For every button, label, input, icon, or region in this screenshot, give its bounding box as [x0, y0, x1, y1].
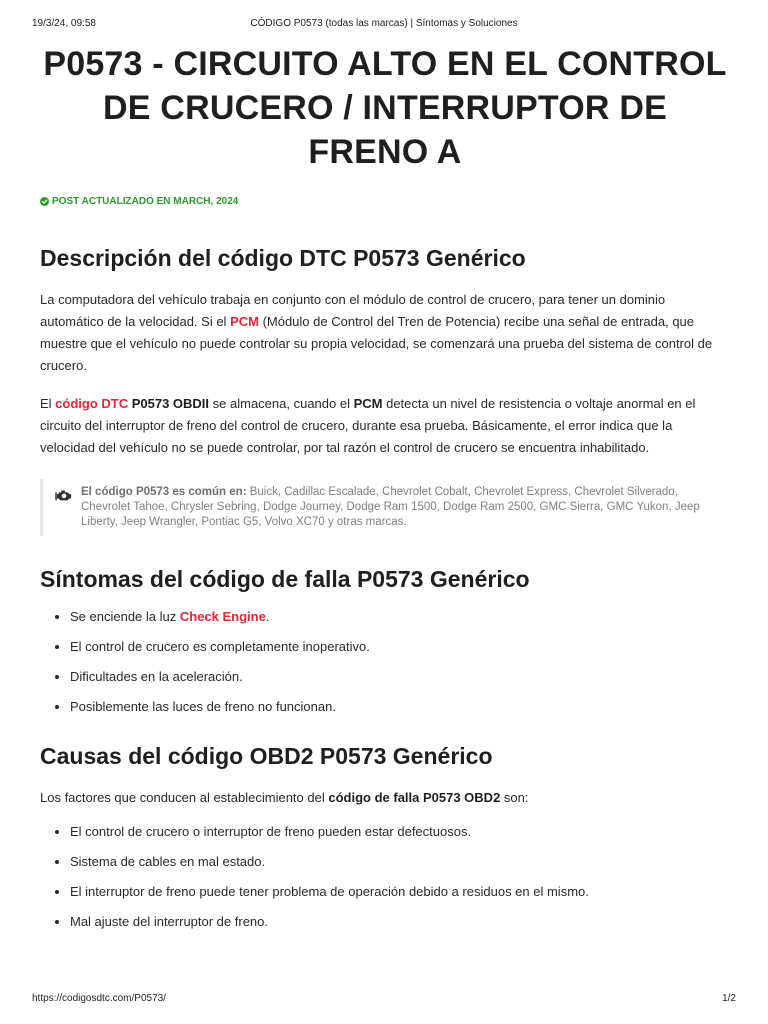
symptom-1-text: Se enciende la luz	[70, 609, 180, 624]
print-datetime: 19/3/24, 09:58	[32, 18, 96, 29]
pcm-link[interactable]: PCM	[230, 314, 259, 329]
causes-section	[40, 741, 730, 930]
list-item: • Mal ajuste del interruptor de freno.	[70, 913, 730, 930]
list-item: • Sistema de cables en mal estado.	[70, 853, 730, 870]
common-vehicles-label: El código P0573 es común en:	[81, 486, 247, 498]
symptoms-list	[40, 608, 730, 715]
list-item: • Posiblemente las luces de freno no funcionan.	[70, 698, 730, 715]
description-section	[40, 243, 730, 536]
print-page-number: 1/2	[722, 993, 736, 1004]
causes-heading: Causas del código OBD2 P0573 Genérico	[40, 743, 493, 769]
description-paragraph-1	[40, 289, 730, 377]
description-p2-text-b: se almacena, cuando el	[209, 396, 354, 411]
symptoms-section	[40, 564, 730, 715]
updated-badge	[40, 196, 730, 207]
symptom-1-suffix: .	[265, 609, 270, 624]
causes-intro-bold: código de falla P0573 OBD2	[328, 790, 501, 805]
description-p2-text-a: El	[40, 396, 56, 411]
causes-intro	[40, 787, 730, 809]
description-p1-text-b: (Módulo de Control del Tren de Potencia) recibe una señal de entrada, que muestre que el vehículo no puede controlar su propia velocidad, se comenzará una prueba del sistema de control de crucero.	[40, 314, 713, 373]
list-item: • El control de crucero es completamente inoperativo.	[70, 638, 730, 655]
common-vehicles-text	[81, 485, 720, 530]
list-item	[70, 608, 730, 625]
list-item: • El control de crucero o interruptor de freno pueden estar defectuosos.	[70, 823, 730, 840]
print-url: https://codigosdtc.com/P0573/	[32, 993, 166, 1004]
print-header	[32, 18, 736, 32]
engine-icon	[55, 487, 73, 503]
dtc-code-link[interactable]: código DTC	[55, 396, 129, 411]
print-footer	[32, 993, 736, 1007]
pcm-bold: PCM	[353, 396, 383, 411]
obdii-bold: P0573 OBDII	[128, 396, 210, 411]
description-paragraph-2	[40, 393, 730, 459]
check-circle-icon	[40, 197, 49, 206]
causes-intro-text-a: Los factores que conducen al establecimiento del	[40, 790, 329, 805]
check-engine-link[interactable]: Check Engine	[179, 609, 266, 624]
updated-label: POST ACTUALIZADO EN MARCH, 2024	[52, 196, 239, 207]
symptoms-heading: Síntomas del código de falla P0573 Genérico	[40, 566, 530, 592]
description-heading: Descripción del código DTC P0573 Genérico	[40, 245, 526, 271]
description-p2-text-c: detecta un nivel de resistencia o voltaje anormal en el circuito del interruptor de freno del control de crucero, durante esa prueba. Básicamente, el error indica que la velocidad del vehículo no se puede controlar, por tal razón el control de crucero se encuentra inhabilitado.	[40, 396, 696, 455]
list-item: • Dificultades en la aceleración.	[70, 668, 730, 685]
list-item: • El interruptor de freno puede tener problema de operación debido a residuos en el mismo.	[70, 883, 730, 900]
causes-intro-text-b: son:	[500, 790, 529, 805]
common-vehicles-list: Buick, Cadillac Escalade, Chevrolet Cobalt, Chevrolet Express, Chevrolet Silverado, Chevrolet Tahoe, Chrysler Sebring, Dodge Journey, Dodge Ram 1500, Dodge Ram 2500, GMC Sierra, GMC Yukon, Jeep Liberty, Jeep Wrangler, Pontiac G5, Volvo XC70 y otras marcas.	[81, 486, 700, 528]
description-p1-text-a: La computadora del vehículo trabaja en conjunto con el módulo de control de crucero, para tener un dominio automático de la velocidad. Si el	[40, 292, 666, 329]
print-doc-title: CÓDIGO P0573 (todas las marcas) | Síntomas y Soluciones	[250, 18, 518, 29]
page-title: P0573 - CIRCUITO ALTO EN EL CONTROL DE CRUCERO / INTERRUPTOR DE FRENO A	[43, 45, 727, 171]
article	[40, 42, 730, 943]
causes-list	[40, 823, 730, 930]
common-vehicles-note	[40, 479, 730, 536]
